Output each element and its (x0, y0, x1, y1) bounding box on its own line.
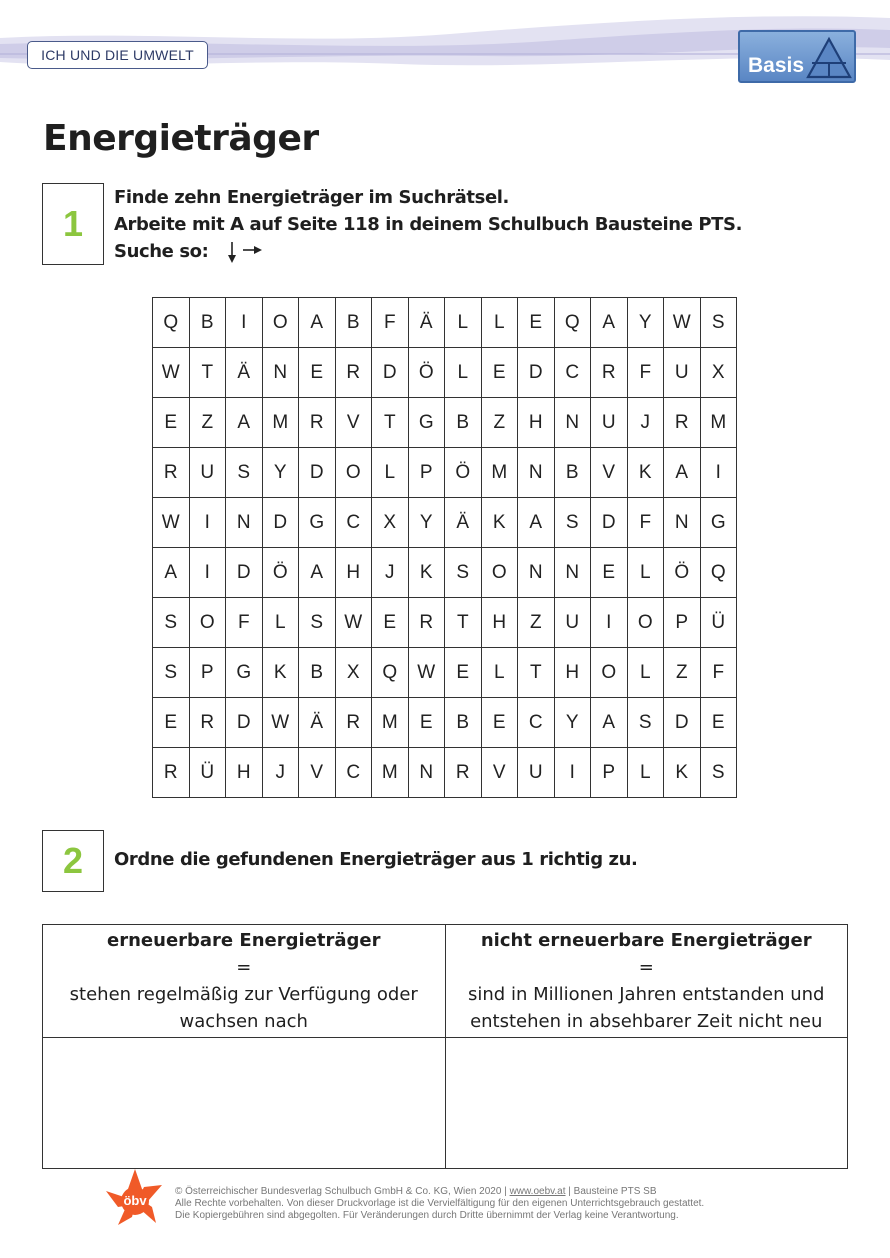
puzzle-cell[interactable]: D (591, 498, 628, 548)
puzzle-cell[interactable]: Q (372, 648, 409, 698)
puzzle-cell[interactable]: R (335, 698, 372, 748)
puzzle-cell[interactable]: W (335, 598, 372, 648)
puzzle-cell[interactable]: E (153, 398, 190, 448)
puzzle-cell[interactable]: Ä (226, 348, 263, 398)
puzzle-row (153, 348, 737, 398)
task-2-number: 2 (42, 830, 104, 892)
puzzle-cell[interactable]: F (372, 298, 409, 348)
puzzle-cell[interactable]: M (372, 698, 409, 748)
puzzle-cell[interactable]: I (226, 298, 263, 348)
task-1-line-1: Finde zehn Energieträger im Suchrätsel. (114, 187, 509, 208)
puzzle-cell[interactable]: Ö (408, 348, 445, 398)
puzzle-cell[interactable]: Q (153, 298, 190, 348)
task-1-instructions (114, 184, 742, 265)
puzzle-cell[interactable]: A (226, 398, 263, 448)
puzzle-cell[interactable]: S (627, 698, 664, 748)
puzzle-cell[interactable]: L (445, 298, 482, 348)
puzzle-cell[interactable]: A (299, 548, 336, 598)
puzzle-cell[interactable]: K (664, 748, 701, 798)
puzzle-cell[interactable]: W (153, 348, 190, 398)
non-renewable-description-2: entstehen in absehbarer Zeit nicht neu (470, 1011, 823, 1032)
puzzle-cell[interactable]: Ö (445, 448, 482, 498)
puzzle-cell[interactable]: L (481, 648, 518, 698)
puzzle-cell[interactable]: U (591, 398, 628, 448)
topic-label: ICH UND DIE UMWELT (27, 41, 208, 69)
puzzle-cell[interactable]: H (481, 598, 518, 648)
puzzle-cell[interactable]: L (262, 598, 299, 648)
puzzle-row (153, 398, 737, 448)
puzzle-cell[interactable]: Z (664, 648, 701, 698)
puzzle-cell[interactable]: Y (554, 698, 591, 748)
puzzle-cell[interactable]: P (408, 448, 445, 498)
task-1-line-3: Suche so: (114, 241, 209, 262)
word-search-grid (152, 297, 737, 798)
puzzle-cell[interactable]: A (518, 498, 555, 548)
puzzle-cell[interactable]: B (445, 698, 482, 748)
puzzle-cell[interactable]: M (700, 398, 737, 448)
renewable-description-2: wachsen nach (179, 1011, 308, 1032)
puzzle-cell[interactable]: A (153, 548, 190, 598)
puzzle-cell[interactable]: B (554, 448, 591, 498)
puzzle-cell[interactable]: K (481, 498, 518, 548)
puzzle-cell[interactable]: J (627, 398, 664, 448)
footer-line-2: Alle Rechte vorbehalten. Von dieser Druckvorlage ist die Vervielfältigung für den eigenen Unterrichtsgebrauch gestattet. (175, 1198, 705, 1209)
puzzle-cell[interactable]: S (153, 648, 190, 698)
puzzle-cell[interactable]: U (554, 598, 591, 648)
puzzle-cell[interactable]: E (591, 548, 628, 598)
puzzle-cell[interactable]: A (664, 448, 701, 498)
puzzle-cell[interactable]: E (518, 298, 555, 348)
triangle-logo-icon (804, 33, 854, 81)
puzzle-cell[interactable]: O (627, 598, 664, 648)
puzzle-cell[interactable]: D (664, 698, 701, 748)
puzzle-cell[interactable]: V (299, 748, 336, 798)
puzzle-cell[interactable]: P (591, 748, 628, 798)
search-direction-arrows (224, 240, 264, 264)
answer-table-header-row (43, 925, 848, 1038)
puzzle-cell[interactable]: B (189, 298, 226, 348)
puzzle-cell[interactable]: R (445, 748, 482, 798)
puzzle-cell[interactable]: R (153, 448, 190, 498)
puzzle-cell[interactable]: E (153, 698, 190, 748)
puzzle-cell[interactable]: V (481, 748, 518, 798)
puzzle-cell[interactable]: Ö (262, 548, 299, 598)
puzzle-cell[interactable]: X (335, 648, 372, 698)
puzzle-cell[interactable]: L (627, 548, 664, 598)
puzzle-cell[interactable]: W (262, 698, 299, 748)
puzzle-cell[interactable]: Ö (664, 548, 701, 598)
puzzle-cell[interactable]: U (664, 348, 701, 398)
puzzle-cell[interactable]: E (372, 598, 409, 648)
puzzle-cell[interactable]: C (554, 348, 591, 398)
puzzle-cell[interactable]: F (226, 598, 263, 648)
puzzle-cell[interactable]: C (335, 498, 372, 548)
puzzle-row (153, 498, 737, 548)
puzzle-cell[interactable]: Z (518, 598, 555, 648)
arrow-right-icon (243, 246, 262, 254)
puzzle-cell[interactable]: C (335, 748, 372, 798)
puzzle-cell[interactable]: K (408, 548, 445, 598)
puzzle-cell[interactable]: O (335, 448, 372, 498)
puzzle-cell[interactable]: L (445, 348, 482, 398)
puzzle-cell[interactable]: T (189, 348, 226, 398)
puzzle-cell[interactable]: E (481, 348, 518, 398)
puzzle-cell[interactable]: G (408, 398, 445, 448)
puzzle-row (153, 548, 737, 598)
answer-table (42, 924, 848, 1169)
puzzle-cell[interactable]: F (627, 498, 664, 548)
puzzle-cell[interactable]: N (554, 398, 591, 448)
publisher-logo-text: öbv (123, 1193, 147, 1208)
puzzle-cell[interactable]: N (554, 548, 591, 598)
task-2-instructions: Ordne die gefundenen Energieträger aus 1 richtig zu. (114, 849, 638, 870)
publisher-logo (104, 1167, 166, 1229)
puzzle-cell[interactable]: P (189, 648, 226, 698)
puzzle-cell[interactable]: N (664, 498, 701, 548)
renewable-column-header (43, 925, 446, 1038)
puzzle-cell[interactable]: I (189, 498, 226, 548)
puzzle-cell[interactable]: W (408, 648, 445, 698)
puzzle-cell[interactable]: Ä (408, 298, 445, 348)
puzzle-cell[interactable]: R (664, 398, 701, 448)
task-1-line-2: Arbeite mit A auf Seite 118 in deinem Schulbuch Bausteine PTS. (114, 214, 743, 235)
puzzle-cell[interactable]: K (262, 648, 299, 698)
puzzle-cell[interactable]: Ä (445, 498, 482, 548)
non-renewable-heading: nicht erneuerbare Energieträger (480, 930, 812, 951)
puzzle-cell[interactable]: E (299, 348, 336, 398)
puzzle-cell[interactable]: A (591, 298, 628, 348)
puzzle-cell[interactable]: M (481, 448, 518, 498)
puzzle-row (153, 748, 737, 798)
puzzle-cell[interactable]: Q (700, 548, 737, 598)
puzzle-cell[interactable]: I (189, 548, 226, 598)
puzzle-cell[interactable]: S (445, 548, 482, 598)
puzzle-cell[interactable]: H (335, 548, 372, 598)
puzzle-cell[interactable]: R (335, 348, 372, 398)
answer-table-input-row (43, 1038, 848, 1169)
puzzle-cell[interactable]: Z (189, 398, 226, 448)
puzzle-cell[interactable]: S (700, 298, 737, 348)
puzzle-cell[interactable]: R (299, 398, 336, 448)
puzzle-cell[interactable]: D (226, 698, 263, 748)
puzzle-row (153, 298, 737, 348)
puzzle-cell[interactable]: H (226, 748, 263, 798)
puzzle-cell[interactable]: B (299, 648, 336, 698)
puzzle-cell[interactable]: V (591, 448, 628, 498)
puzzle-cell[interactable]: N (518, 548, 555, 598)
footer-copyright-text: © Österreichischer Bundesverlag Schulbuch GmbH & Co. KG, Wien 2020 | (175, 1186, 507, 1197)
puzzle-cell[interactable]: D (262, 498, 299, 548)
puzzle-cell[interactable]: R (189, 698, 226, 748)
puzzle-cell[interactable]: Ü (189, 748, 226, 798)
puzzle-cell[interactable]: Y (627, 298, 664, 348)
puzzle-cell[interactable]: I (554, 748, 591, 798)
puzzle-cell[interactable]: J (262, 748, 299, 798)
renewable-description-1: stehen regelmäßig zur Verfügung oder (69, 984, 418, 1005)
renewable-heading: erneuerbare Energieträger (107, 930, 381, 951)
puzzle-cell[interactable]: V (335, 398, 372, 448)
puzzle-cell[interactable]: E (700, 698, 737, 748)
puzzle-cell[interactable]: O (591, 648, 628, 698)
puzzle-cell[interactable]: D (372, 348, 409, 398)
publisher-website-link[interactable]: www.oebv.at (509, 1186, 566, 1197)
puzzle-cell[interactable]: U (189, 448, 226, 498)
puzzle-cell[interactable]: W (153, 498, 190, 548)
puzzle-cell[interactable]: J (372, 548, 409, 598)
puzzle-cell[interactable]: F (627, 348, 664, 398)
footer-line-1 (175, 1186, 704, 1198)
puzzle-cell[interactable]: G (299, 498, 336, 548)
non-renewable-column-header (445, 925, 848, 1038)
puzzle-row (153, 698, 737, 748)
puzzle-cell[interactable]: O (262, 298, 299, 348)
arrow-down-icon (228, 242, 236, 263)
puzzle-cell[interactable]: G (226, 648, 263, 698)
puzzle-cell[interactable]: D (518, 348, 555, 398)
puzzle-cell[interactable]: N (518, 448, 555, 498)
puzzle-cell[interactable]: S (226, 448, 263, 498)
level-badge (738, 30, 856, 83)
non-renewable-description-1: sind in Millionen Jahren entstanden und (468, 984, 825, 1005)
puzzle-cell[interactable]: R (591, 348, 628, 398)
puzzle-cell[interactable]: H (518, 398, 555, 448)
puzzle-cell[interactable]: Q (554, 298, 591, 348)
puzzle-cell[interactable]: S (554, 498, 591, 548)
puzzle-cell[interactable]: U (518, 748, 555, 798)
non-renewable-equals: = (638, 957, 654, 978)
footer-book-title: | Bausteine PTS SB (568, 1186, 657, 1197)
footer-line-3: Die Kopiergebühren sind abgegolten. Für Veränderungen durch Dritte übernimmt der Verlag keine Verantwortung. (175, 1210, 679, 1221)
level-badge-label: Basis (748, 54, 805, 77)
puzzle-cell[interactable]: B (335, 298, 372, 348)
puzzle-cell[interactable]: L (481, 298, 518, 348)
puzzle-cell[interactable]: L (627, 748, 664, 798)
footer-copyright (175, 1186, 704, 1222)
puzzle-cell[interactable]: M (372, 748, 409, 798)
puzzle-cell[interactable]: D (299, 448, 336, 498)
puzzle-cell[interactable]: N (226, 498, 263, 548)
renewable-answer-cell[interactable] (43, 1038, 446, 1169)
puzzle-cell[interactable]: K (627, 448, 664, 498)
puzzle-cell[interactable]: I (591, 598, 628, 648)
puzzle-cell[interactable]: X (372, 498, 409, 548)
non-renewable-answer-cell[interactable] (445, 1038, 848, 1169)
puzzle-cell[interactable]: S (700, 748, 737, 798)
puzzle-cell[interactable]: O (189, 598, 226, 648)
task-1-line-3-row (114, 238, 742, 265)
puzzle-cell[interactable]: O (481, 548, 518, 598)
puzzle-cell[interactable]: Z (481, 398, 518, 448)
task-1-number: 1 (42, 183, 104, 265)
puzzle-cell[interactable]: E (408, 698, 445, 748)
puzzle-cell[interactable]: Ü (700, 598, 737, 648)
puzzle-cell[interactable]: D (226, 548, 263, 598)
puzzle-cell[interactable]: M (262, 398, 299, 448)
puzzle-cell[interactable]: Y (262, 448, 299, 498)
puzzle-cell[interactable]: S (153, 598, 190, 648)
puzzle-cell[interactable]: T (518, 648, 555, 698)
page-title: Energieträger (43, 118, 319, 159)
puzzle-cell[interactable]: G (700, 498, 737, 548)
puzzle-row (153, 648, 737, 698)
puzzle-cell[interactable]: F (700, 648, 737, 698)
puzzle-cell[interactable]: W (664, 298, 701, 348)
puzzle-cell[interactable]: X (700, 348, 737, 398)
puzzle-cell[interactable]: I (700, 448, 737, 498)
renewable-equals: = (236, 957, 252, 978)
puzzle-cell[interactable]: N (408, 748, 445, 798)
puzzle-cell[interactable]: L (627, 648, 664, 698)
puzzle-row (153, 448, 737, 498)
puzzle-row (153, 598, 737, 648)
puzzle-cell[interactable]: N (262, 348, 299, 398)
puzzle-cell[interactable]: T (445, 598, 482, 648)
puzzle-cell[interactable]: A (299, 298, 336, 348)
puzzle-cell[interactable]: E (445, 648, 482, 698)
puzzle-cell[interactable]: S (299, 598, 336, 648)
puzzle-cell[interactable]: Ä (299, 698, 336, 748)
puzzle-cell[interactable]: L (372, 448, 409, 498)
puzzle-cell[interactable]: T (372, 398, 409, 448)
puzzle-cell[interactable]: H (554, 648, 591, 698)
puzzle-cell[interactable]: E (481, 698, 518, 748)
puzzle-cell[interactable]: R (153, 748, 190, 798)
puzzle-cell[interactable]: B (445, 398, 482, 448)
puzzle-cell[interactable]: P (664, 598, 701, 648)
puzzle-cell[interactable]: C (518, 698, 555, 748)
puzzle-cell[interactable]: Y (408, 498, 445, 548)
puzzle-cell[interactable]: R (408, 598, 445, 648)
puzzle-cell[interactable]: A (591, 698, 628, 748)
